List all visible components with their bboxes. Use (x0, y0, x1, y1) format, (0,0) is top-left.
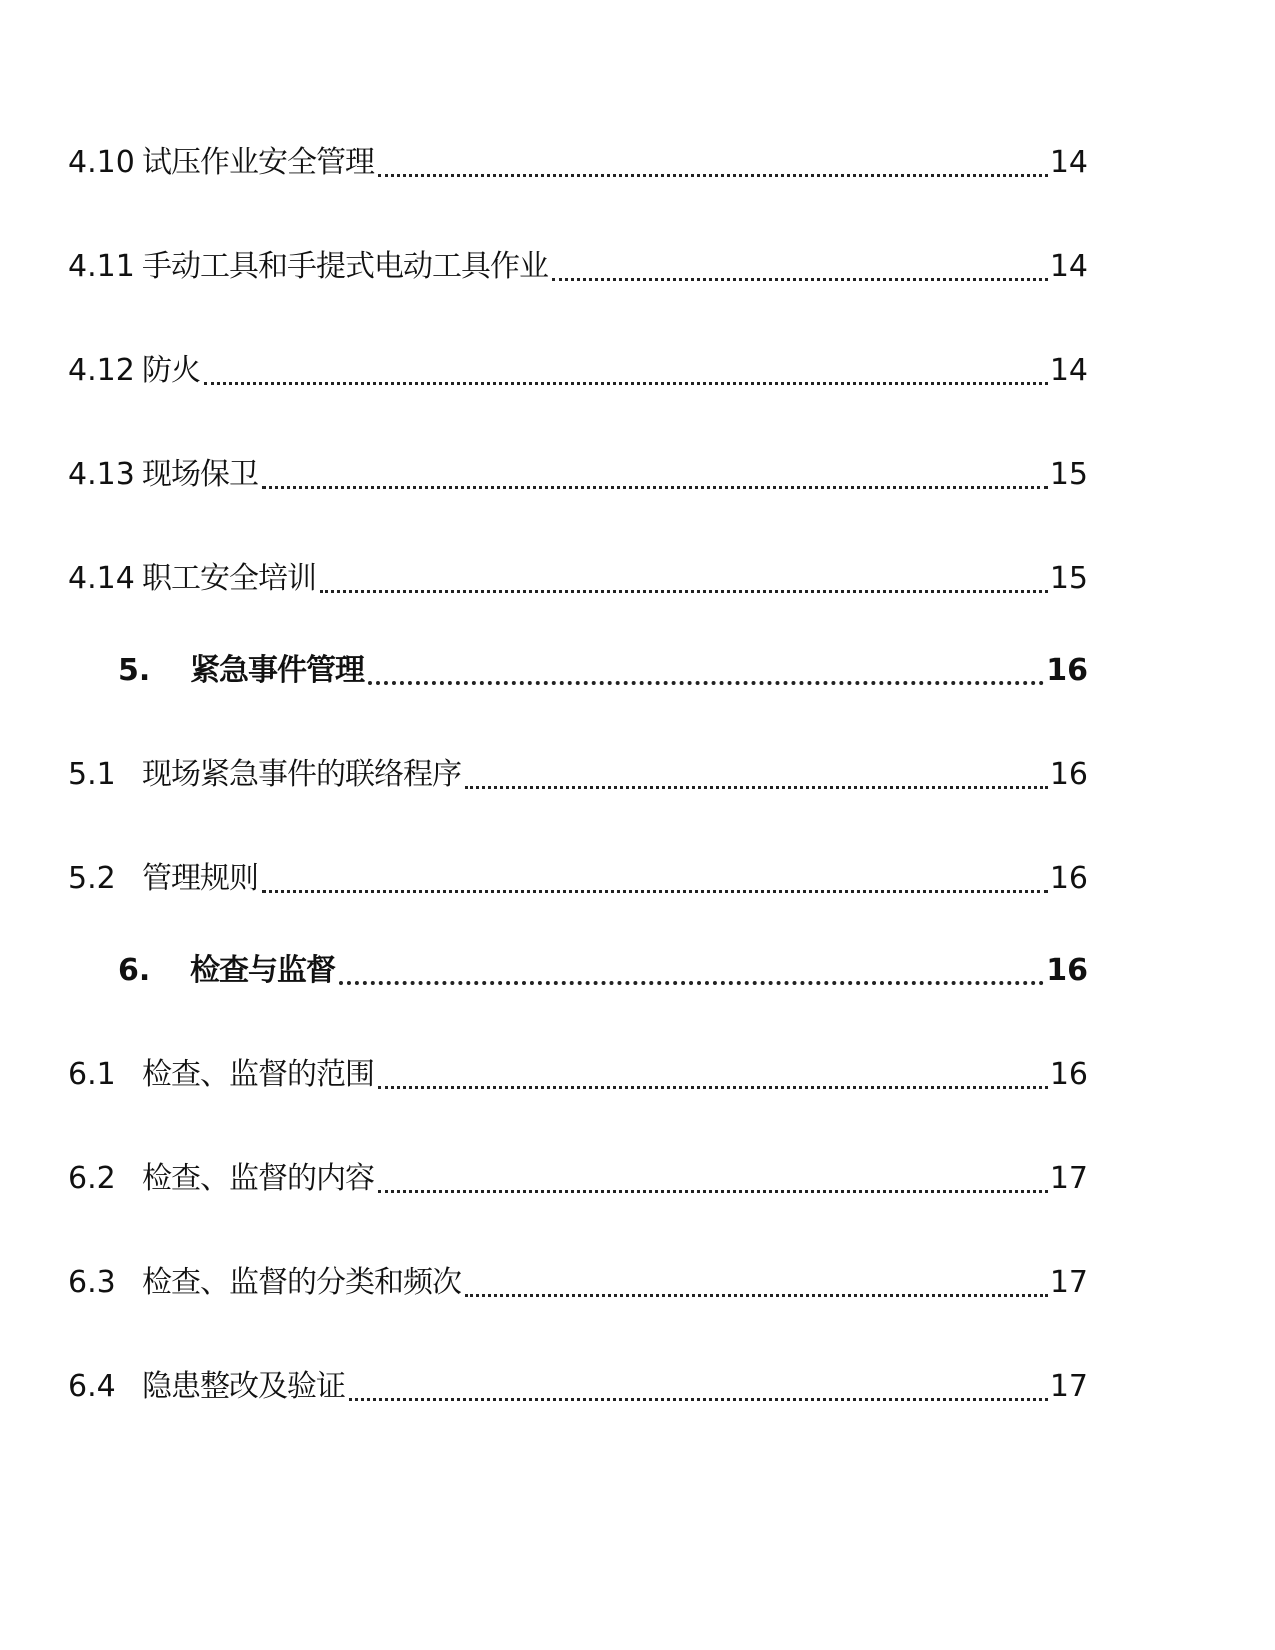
toc-entry-page: 17 (1049, 1161, 1088, 1196)
toc-entry-number: 6.2 (68, 1161, 116, 1196)
toc-entry-6-2[interactable] (68, 1155, 1088, 1203)
toc-entry-page: 15 (1049, 457, 1088, 492)
toc-entry-title: 检查、监督的内容 (142, 1161, 374, 1196)
toc-entry-6-4[interactable] (68, 1363, 1088, 1411)
toc-entry-title: 检查与监督 (190, 953, 335, 988)
toc-entry-number: 4.10 (68, 145, 135, 180)
toc-dot-leader (339, 981, 1044, 985)
toc-entry-page: 16 (1049, 1057, 1088, 1092)
toc-entry-6-1[interactable] (68, 1051, 1088, 1099)
toc-dot-leader (262, 486, 1048, 489)
toc-entry-title: 检查、监督的分类和频次 (142, 1265, 461, 1300)
toc-entry-page: 14 (1049, 249, 1088, 284)
toc-entry-title: 管理规则 (142, 861, 258, 896)
toc-entry-title: 试压作业安全管理 (142, 145, 374, 180)
toc-entry-number: 5. (118, 653, 151, 688)
toc-entry-title: 检查、监督的范围 (142, 1057, 374, 1092)
toc-dot-leader (320, 590, 1048, 593)
toc-entry-page: 16 (1049, 861, 1088, 896)
toc-entry-number: 6. (118, 953, 151, 988)
toc-entry-page: 14 (1049, 353, 1088, 388)
toc-dot-leader (465, 786, 1048, 789)
toc-entry-6[interactable] (68, 947, 1088, 995)
toc-entry-title: 手动工具和手提式电动工具作业 (142, 249, 548, 284)
toc-entry-number: 6.3 (68, 1265, 116, 1300)
toc-entry-page: 17 (1049, 1369, 1088, 1404)
toc-entry-title: 紧急事件管理 (190, 653, 364, 688)
toc-entry-4-10[interactable] (68, 139, 1088, 187)
toc-entry-page: 16 (1046, 953, 1088, 988)
toc-entry-number: 4.12 (68, 353, 135, 388)
toc-entry-page: 16 (1046, 653, 1088, 688)
toc-entry-title: 职工安全培训 (142, 561, 316, 596)
toc-dot-leader (378, 1190, 1048, 1193)
toc-entry-5[interactable] (68, 647, 1088, 695)
toc-dot-leader (349, 1398, 1048, 1401)
toc-entry-5-2[interactable] (68, 855, 1088, 903)
toc-dot-leader (465, 1294, 1048, 1297)
toc-dot-leader (378, 1086, 1048, 1089)
toc-entry-4-11[interactable] (68, 243, 1088, 291)
toc-dot-leader (552, 278, 1048, 281)
toc-entry-number: 6.4 (68, 1369, 116, 1404)
toc-entry-title: 防火 (142, 353, 200, 388)
toc-entry-page: 14 (1049, 145, 1088, 180)
toc-entry-page: 16 (1049, 757, 1088, 792)
toc-entry-4-12[interactable] (68, 347, 1088, 395)
toc-entry-number: 4.11 (68, 249, 135, 284)
toc-entry-page: 15 (1049, 561, 1088, 596)
toc-entry-title: 现场紧急事件的联络程序 (142, 757, 461, 792)
toc-entry-page: 17 (1049, 1265, 1088, 1300)
toc-entry-4-14[interactable] (68, 555, 1088, 603)
toc-dot-leader (262, 890, 1048, 893)
toc-entry-title: 现场保卫 (142, 457, 258, 492)
toc-entry-6-3[interactable] (68, 1259, 1088, 1307)
toc-entry-number: 5.1 (68, 757, 116, 792)
toc-dot-leader (368, 681, 1044, 685)
toc-dot-leader (378, 174, 1048, 177)
toc-entry-title: 隐患整改及验证 (142, 1369, 345, 1404)
toc-entry-5-1[interactable] (68, 751, 1088, 799)
toc-dot-leader (204, 382, 1048, 385)
toc-entry-number: 5.2 (68, 861, 116, 896)
toc-entry-4-13[interactable] (68, 451, 1088, 499)
toc-entry-number: 6.1 (68, 1057, 116, 1092)
toc-entry-number: 4.14 (68, 561, 135, 596)
toc-entry-number: 4.13 (68, 457, 135, 492)
